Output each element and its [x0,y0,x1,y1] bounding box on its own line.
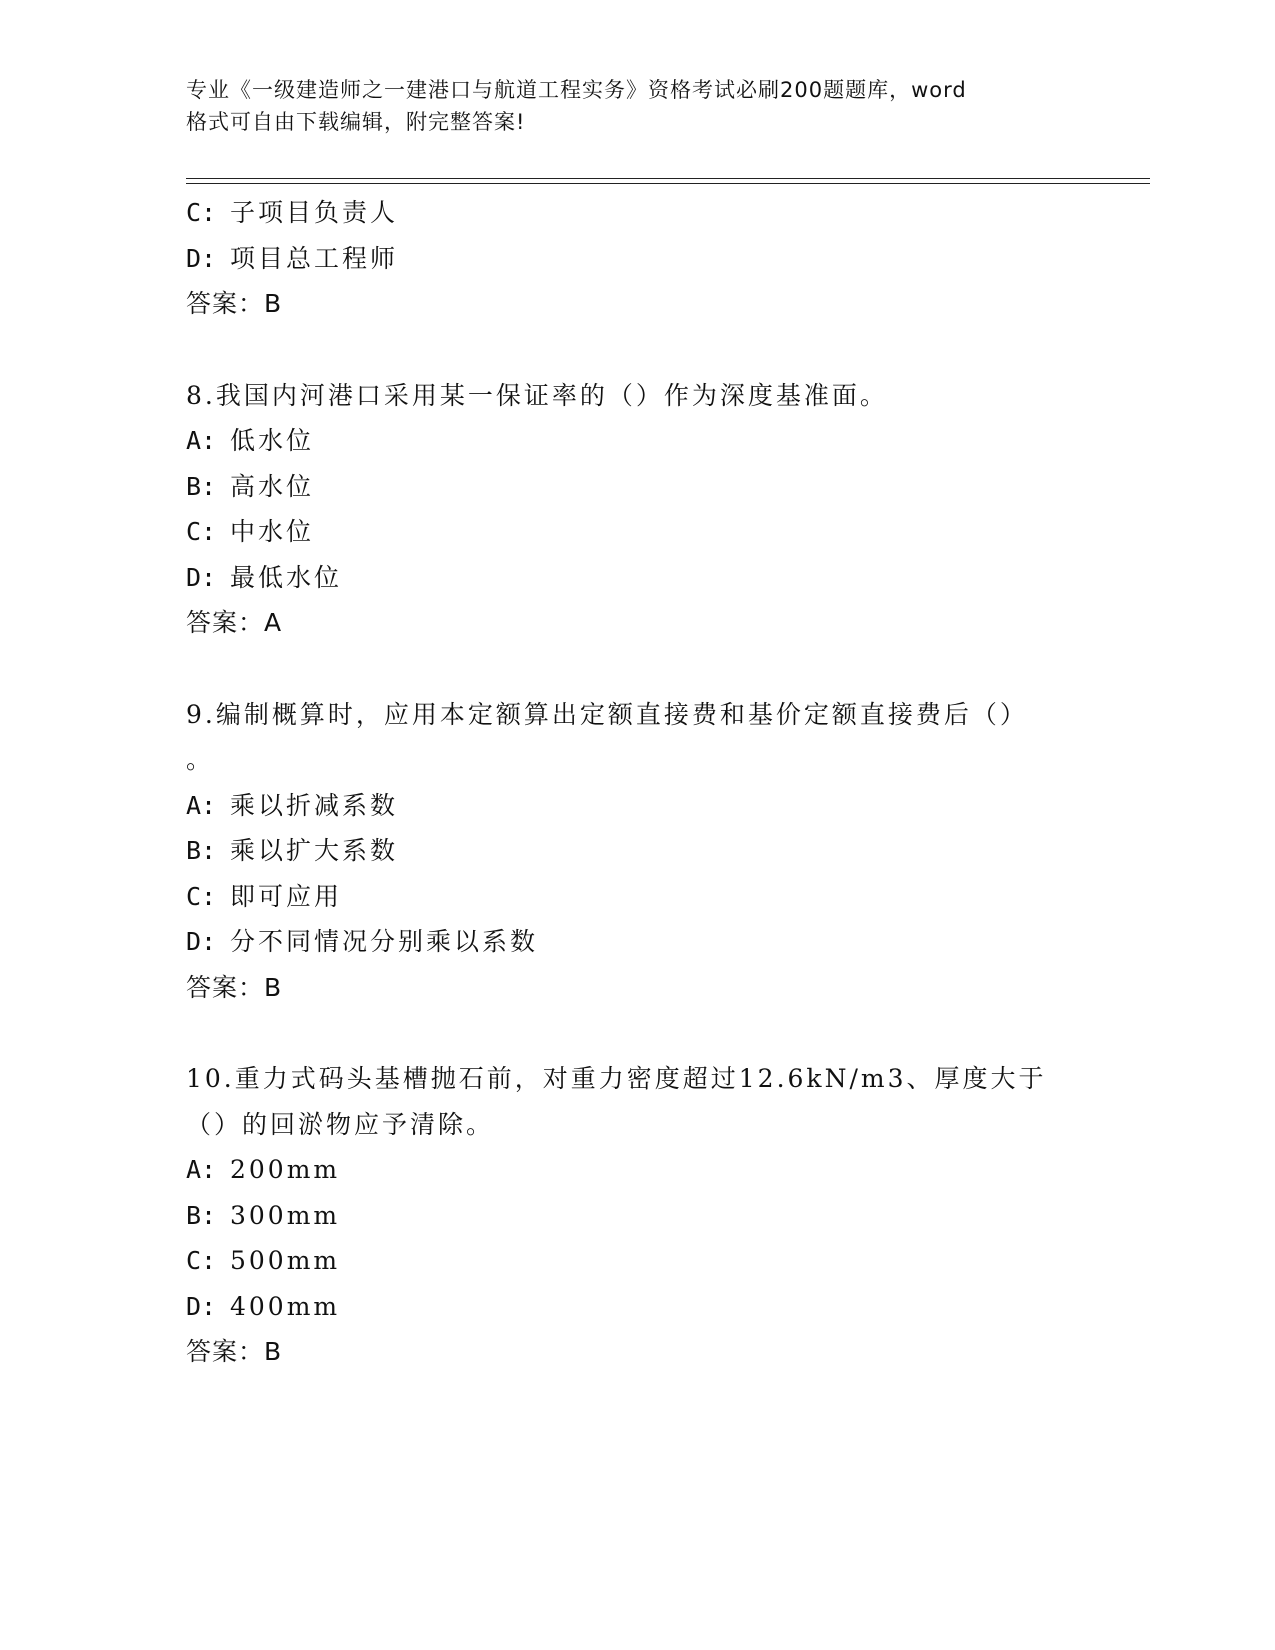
question-stem-continued: （）的回淤物应予清除。 [186,1109,495,1139]
question-stem-continued: 。 [186,745,215,774]
option-key: A: [186,790,217,820]
option-key: B: [186,836,217,865]
option-text: 即可应用 [230,881,343,911]
option-key: B: [186,471,217,501]
option-text: 乘以折减系数 [230,790,399,820]
option-key: C: [186,1246,217,1275]
option-b [186,1193,1086,1239]
question-10 [186,1056,1086,1375]
option-text: 乘以扩大系数 [230,836,399,865]
header-divider-bottom [186,183,1150,184]
option-text: 500mm [230,1246,341,1275]
question-stem: 9.编制概算时，应用本定额算出定额直接费和基价定额直接费后（） [186,699,1028,729]
question-9 [186,692,1086,1011]
answer-line: 答案：B [186,1337,283,1366]
option-text: 最低水位 [230,562,343,592]
question-8 [186,373,1086,646]
option-a [186,783,1086,829]
option-c [186,509,1086,555]
option-key: A: [186,1155,217,1184]
option-key: B: [186,1200,217,1230]
option-b [186,464,1086,510]
option-d [186,919,1086,965]
question-list [186,190,1086,1375]
option-key: D: [186,1291,217,1321]
option-c [186,874,1086,920]
question-stem: 8.我国内河港口采用某一保证率的（）作为深度基准面。 [186,380,888,410]
option-d [186,555,1086,601]
question-7 [186,190,1086,327]
option-d [186,236,1086,282]
option-key: A: [186,426,217,455]
option-text: 300mm [230,1200,341,1230]
option-a [186,418,1086,464]
option-text: 200mm [230,1155,341,1184]
option-text: 400mm [230,1291,341,1321]
option-text: 低水位 [230,426,315,455]
option-d [186,1284,1086,1330]
option-c [186,1238,1086,1284]
document-header [186,74,1066,138]
question-stem: 10.重力式码头基槽抛石前，对重力密度超过12.6kN/m3、厚度大于 [186,1064,1047,1093]
option-key: C: [186,881,217,911]
option-text: 高水位 [230,471,315,501]
option-key: D: [186,243,217,273]
option-key: D: [186,562,217,592]
option-key: C: [186,198,217,227]
header-divider-top [186,178,1150,179]
option-text: 项目总工程师 [230,243,399,273]
option-b [186,828,1086,874]
option-text: 分不同情况分别乘以系数 [230,927,539,956]
header-line-2: 格式可自由下载编辑，附完整答案! [186,110,526,134]
answer-line: 答案：B [186,972,283,1002]
answer-line: 答案：B [186,289,283,318]
option-a [186,1147,1086,1193]
option-text: 中水位 [230,517,315,546]
option-key: C: [186,517,217,546]
option-text: 子项目负责人 [230,198,399,227]
option-key: D: [186,927,217,956]
header-line-1: 专业《一级建造师之一建港口与航道工程实务》资格考试必刷200题题库，word [186,78,967,102]
option-c [186,190,1086,236]
answer-line: 答案：A [186,608,283,637]
